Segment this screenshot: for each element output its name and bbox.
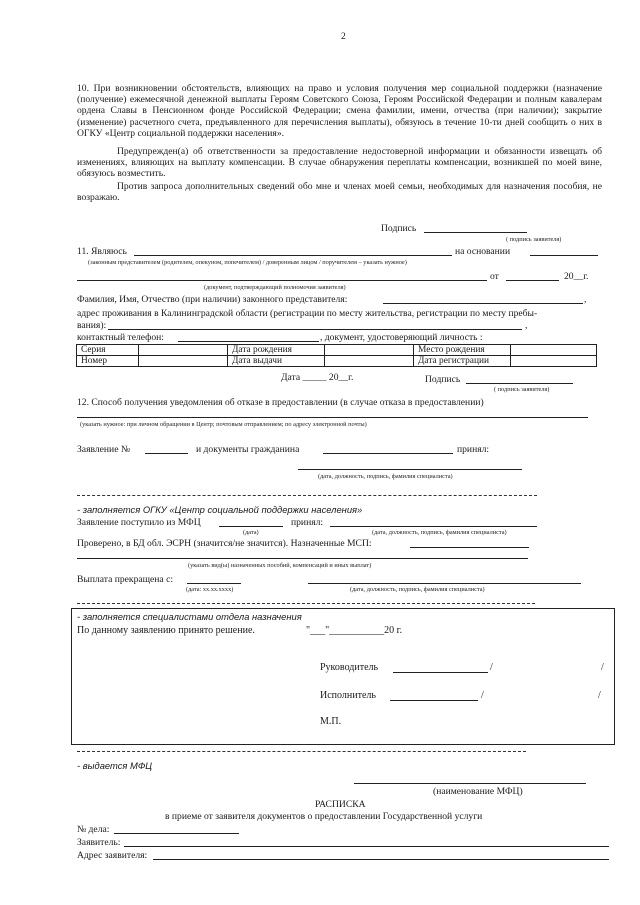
executor-signature-field[interactable] xyxy=(390,700,478,701)
specialist-caption: (дата, должность, подпись, фамилия специалиста) xyxy=(318,473,453,480)
statement-number-field[interactable] xyxy=(145,453,188,454)
id-doc-label: , документ, удостоверяющий личность : xyxy=(320,332,483,343)
phone-field[interactable] xyxy=(178,341,319,342)
table-cell-input[interactable] xyxy=(511,345,597,356)
date-label: Дата _____ 20__г. xyxy=(281,372,354,383)
separator xyxy=(77,495,537,496)
basis-field[interactable] xyxy=(530,255,598,256)
separator xyxy=(77,603,535,604)
statement-number-label: Заявление № xyxy=(77,444,131,455)
executor-slash-end: / xyxy=(598,690,601,701)
address-label: адрес проживания в Калининградской области (регистрации по месту жительства, регистрации по месту пребы- xyxy=(77,308,538,319)
table-cell: Дата рождения xyxy=(228,345,325,356)
applicant-address-field[interactable] xyxy=(153,859,609,860)
address-field[interactable] xyxy=(108,329,522,330)
item11-from: от xyxy=(490,271,499,282)
table-cell: Дата регистрации xyxy=(414,356,511,367)
receipt-title: РАСПИСКА xyxy=(315,799,366,810)
item11-caption2: (документ, подтверждающий полномочия заявителя) xyxy=(204,284,346,291)
table-cell-input[interactable] xyxy=(511,356,597,367)
table-cell-input[interactable] xyxy=(325,345,414,356)
item12-caption: (указать нужное: при личном обращении в Центр; почтовым отправлением; по адресу электронной почты) xyxy=(80,421,367,428)
table-cell-input[interactable] xyxy=(139,356,228,367)
citizen-name-field[interactable] xyxy=(323,453,453,454)
fio-label: Фамилия, Имя, Отчество (при наличии) законного представителя: xyxy=(77,294,348,305)
accepted-label: принял: xyxy=(457,444,490,455)
checked-label: Проверено, в БД обл. ЭСРН (значится/не значится). Назначенные МСП: xyxy=(77,538,372,549)
signature-caption: ( подпись заявителя) xyxy=(506,236,562,243)
table-row xyxy=(77,356,597,367)
ogku-specialist-caption: (дата, должность, подпись, фамилия специалиста) xyxy=(372,529,507,536)
address-comma: , xyxy=(525,320,528,331)
date-format-caption: (дата: хх.хх.хххх) xyxy=(186,586,234,593)
signature-label: Подпись xyxy=(381,223,417,234)
table-cell: Серия xyxy=(77,345,139,356)
id-document-table xyxy=(76,344,597,367)
signature2-line[interactable] xyxy=(466,383,573,384)
signature2-caption: ( подпись заявителя) xyxy=(494,386,550,393)
mfc-name-caption: (наименование МФЦ) xyxy=(433,786,523,797)
assigned-msp-field-2[interactable] xyxy=(77,558,528,559)
decision-date: "___"___________20 г. xyxy=(306,625,403,636)
assigned-msp-field[interactable] xyxy=(410,547,529,548)
fio-comma: , xyxy=(584,294,587,305)
ogku-accepted-label: принял: xyxy=(291,517,324,528)
received-date-caption: (дата) xyxy=(243,529,259,536)
phone-label: контактный телефон: xyxy=(77,332,164,343)
applicant-label: Заявитель: xyxy=(77,837,121,848)
benefit-types-caption: (указать вид(ы) назначенных пособий, компенсаций и иных выплат) xyxy=(188,562,372,569)
payment-specialist-caption: (дата, должность, подпись, фамилия специалиста) xyxy=(350,586,485,593)
case-number-field[interactable] xyxy=(114,833,239,834)
head-slash: / xyxy=(490,662,493,673)
received-label: Заявление поступило из МФЦ xyxy=(77,517,201,528)
applicant-field[interactable] xyxy=(124,846,609,847)
ogku-specialist-field[interactable] xyxy=(330,526,537,527)
received-date-field[interactable] xyxy=(219,526,283,527)
mfc-name-field[interactable] xyxy=(354,783,586,784)
citizen-docs-label: и документы гражданина xyxy=(196,444,300,455)
table-cell-input[interactable] xyxy=(325,356,414,367)
executor-slash: / xyxy=(481,690,484,701)
item12-text: 12. Способ получения уведомления об отказе в предоставлении (в случае отказа в предоставлении) xyxy=(77,397,484,408)
table-row xyxy=(77,345,597,356)
payment-stopped-label: Выплата прекращена с: xyxy=(77,574,174,585)
table-cell-input[interactable] xyxy=(139,345,228,356)
receipt-subtitle: в приеме от заявителя документов о предоставлении Государственной услуги xyxy=(165,811,483,822)
table-cell: Номер xyxy=(77,356,139,367)
head-label: Руководитель xyxy=(320,662,379,673)
payment-stopped-date-field[interactable] xyxy=(187,583,241,584)
paragraph-no-objection: Против запроса дополнительных сведений обо мне и членах моей семьи, необходимых для назначения пособия, не возражаю. xyxy=(77,181,602,204)
table-cell: Место рождения xyxy=(414,345,511,356)
seal-label: М.П. xyxy=(320,716,342,727)
address-label-cont: вания): xyxy=(77,320,107,331)
document-date-field[interactable] xyxy=(506,280,559,281)
item11-prefix: 11. Являюсь xyxy=(77,246,127,257)
assignment-header: - заполняется специалистами отдела назначения xyxy=(77,611,302,622)
separator xyxy=(77,751,526,752)
item11-year: 20__г. xyxy=(564,271,589,282)
mfc-header: - выдается МФЦ xyxy=(77,760,153,771)
case-number-label: № дела: xyxy=(77,824,110,835)
fio-field[interactable] xyxy=(383,303,583,304)
notification-method-field[interactable] xyxy=(77,417,588,418)
item11-caption1: (законным представителем (родителем, опекуном, попечителем) / доверенным лицом / поручителем – указать нужное) xyxy=(88,259,407,266)
ogku-header: - заполняется ОГКУ «Центр социальной поддержки населения» xyxy=(77,504,363,515)
paragraph-warned: Предупрежден(а) об ответственности за предоставление недостоверной информации и обязанности извещать об изменениях, влияющих на выплату компенсации. В случае обнаружения переплаты компенсации, возникшей по моей вине, обязуюсь возместить. xyxy=(77,146,602,180)
executor-label: Исполнитель xyxy=(320,690,376,701)
payment-stopped-specialist-field[interactable] xyxy=(308,583,581,584)
paragraph-10: 10. При возникновении обстоятельств, влияющих на право и условия получения мер социальной поддержки (назначение (получение) ежемесячной денежной выплаты Героям Советского Союза, Героям Российской Федерации и полным кавалерам ордена Славы в Пенсионном фонде Российской Федерации; смена фамилии, имени, отчества (при наличии); закрытие (изменение) расчетного счета, предъявленного для перечисления выплаты), обязуюсь в течение 10-ти дней сообщить о них в ОГКУ «Центр социальной поддержки населения». xyxy=(77,83,602,139)
item11-basis: на основании xyxy=(455,246,511,257)
page-number: 2 xyxy=(341,31,346,42)
signature2-label: Подпись xyxy=(425,374,461,385)
authority-document-field[interactable] xyxy=(77,280,487,281)
head-slash-end: / xyxy=(601,662,604,673)
decision-label: По данному заявлению принято решение. xyxy=(77,625,255,636)
signature-line[interactable] xyxy=(424,232,527,233)
applicant-address-label: Адрес заявителя: xyxy=(77,850,148,861)
representative-field[interactable] xyxy=(134,255,452,256)
table-cell: Дата выдачи xyxy=(228,356,325,367)
specialist-field[interactable] xyxy=(298,469,522,470)
head-signature-field[interactable] xyxy=(393,672,488,673)
